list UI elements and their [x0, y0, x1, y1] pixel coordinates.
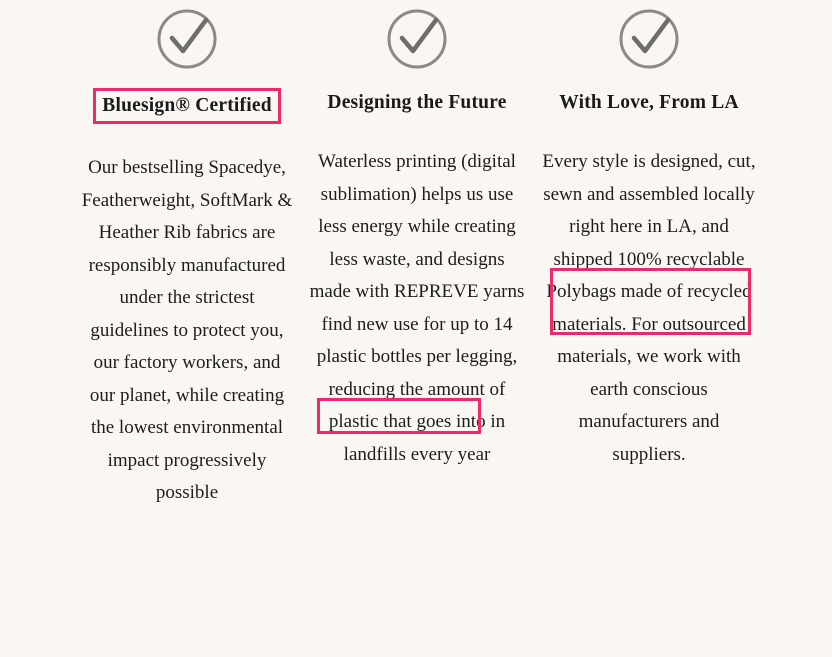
column-title-highlight-box: [93, 88, 280, 124]
feature-column-bluesign-certified: [72, 8, 302, 510]
column-title: Bluesign® Certified: [102, 95, 272, 116]
feature-column-with-love-from-la: [534, 8, 764, 471]
column-title-wrap: [553, 88, 744, 118]
checkmark-circle-icon: [386, 8, 448, 70]
column-title: Designing the Future: [327, 92, 507, 113]
checkmark-circle-icon: [618, 8, 680, 70]
feature-column-designing-the-future: [302, 8, 532, 471]
column-body-text: Waterless printing (digital sublimation) helps us use less energy while creating less waste, and designs made with REPREVE yarns find new use for up to 14 plastic bottles per legging, reducing the amount of plastic that goes into in landfills every year: [309, 151, 525, 465]
column-title: With Love, From LA: [559, 92, 739, 113]
column-title-wrap: [321, 88, 512, 118]
column-body-text: Our bestselling Spacedye, Featherweight, SoftMark & Heather Rib fabrics are responsibly manufactured under the strictest guidelines to protect you, our factory workers, and our planet, while creating the lowest environmental impact progressively possible: [81, 157, 293, 503]
checkmark-circle-icon: [156, 8, 218, 70]
column-body-text: Every style is designed, cut, sewn and assembled locally right here in LA, and shipped 100% recyclable Polybags made of recycled materials. For outsourced materials, we work with earth conscious manufacturers and suppliers.: [542, 151, 756, 465]
